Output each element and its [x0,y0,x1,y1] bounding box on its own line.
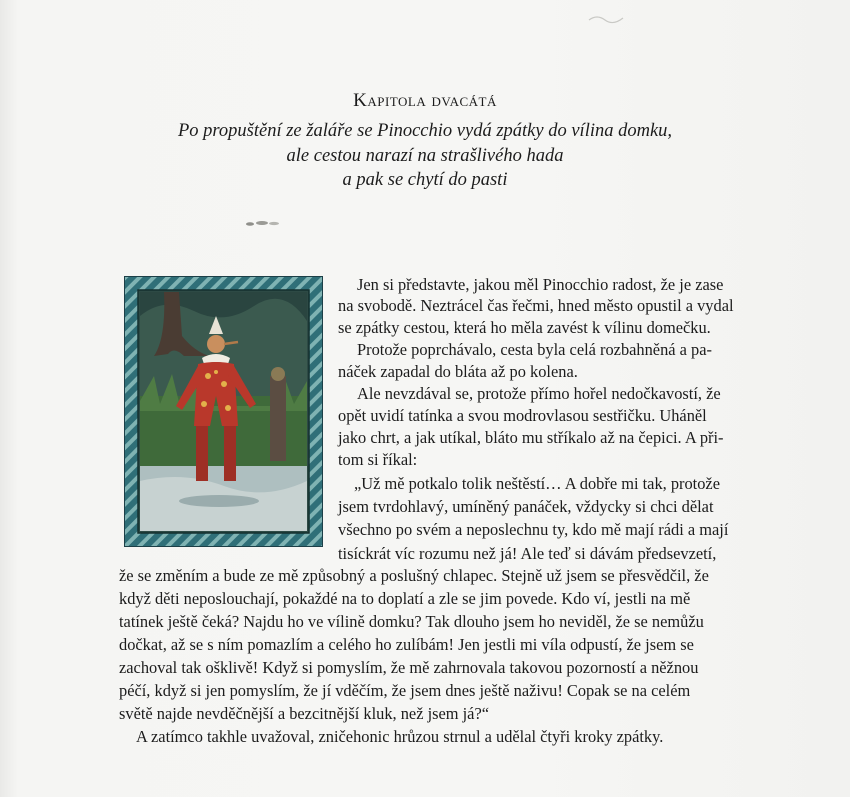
body-line: že se změním a bude ze mě způsobný a poslušný chlapec. Stejně už jsem se přesvědčil, že [119,566,709,585]
body-line: dočkat, až se s ním pomazlím a celého ho zulíbám! Jen jestli mi víla odpustí, že jsem se [119,635,694,654]
body-line: se zpátky cestou, která ho měla zavést k vílinu domečku. [338,318,711,337]
body-line: když děti neposlouchají, pokaždé na to doplatí a zle se jim povede. Kdo ví, jestli na mě [119,589,691,608]
body-line: tatínek ještě čeká? Najdu ho ve vílině domku? Tak dlouho jsem ho neviděl, že se nemůžu [119,612,704,631]
chapter-title: Kapitola dvacátá [353,90,497,111]
body-line: Ale nevzdával se, protože přímo hořel nedočkavostí, že [357,384,721,403]
body-line: jsem tvrdohlavý, umíněný panáček, vždycky si chci dělat [338,497,714,516]
chapter-subtitle-line-3: a pak se chytí do pasti [342,170,508,190]
body-line: světě najde nevděčnější a bezcitnější kluk, než jsem já?“ [119,704,489,723]
body-line: tisíckrát víc rozumu než já! Ale teď si dávám předsevzetí, [338,544,717,563]
pinocchio-illustration [124,276,323,547]
body-line: A zatímco takhle uvažoval, zničehonic hrůzou strnul a udělal čtyři kroky zpátky. [136,727,664,746]
ornament-icon [244,218,284,228]
body-line: opět uvidí tatínka a svou modrovlasou sestřičku. Uháněl [338,406,707,425]
chapter-subtitle-line-2: ale cestou narazí na strašlivého hada [286,146,564,166]
body-line: na svobodě. Neztrácel čas řečmi, hned město opustil a vydal [338,296,734,315]
body-line: jako chrt, a jak utíkal, bláto mu stříkalo až na čepici. A při- [338,428,724,447]
body-line: všechno po svém a neposlechnu ty, kdo mě mají rádi a mají [338,520,729,539]
body-line: Jen si představte, jakou měl Pinocchio radost, že je zase [357,275,724,294]
body-line: zachoval tak ošklivě! Když si pomyslím, že mě zahrnovala takovou pozorností a něžnou [119,658,699,677]
chapter-subtitle-line-1: Po propuštění ze žaláře se Pinocchio vydá zpátky do vílina domku, [177,121,673,141]
body-line: Protože poprchávalo, cesta byla celá rozbahněná a pa- [357,340,712,359]
scratch-mark [587,12,627,26]
body-line: „Už mě potkalo tolik neštěstí… A dobře mi tak, protože [354,474,720,493]
body-line: tom si říkal: [338,450,418,469]
body-line: péčí, když si jen pomyslím, že jí vděčím, že jsem dnes ještě naživu! Copak se na celém [119,681,691,700]
body-line: náček zapadal do bláta až po kolena. [338,362,578,381]
